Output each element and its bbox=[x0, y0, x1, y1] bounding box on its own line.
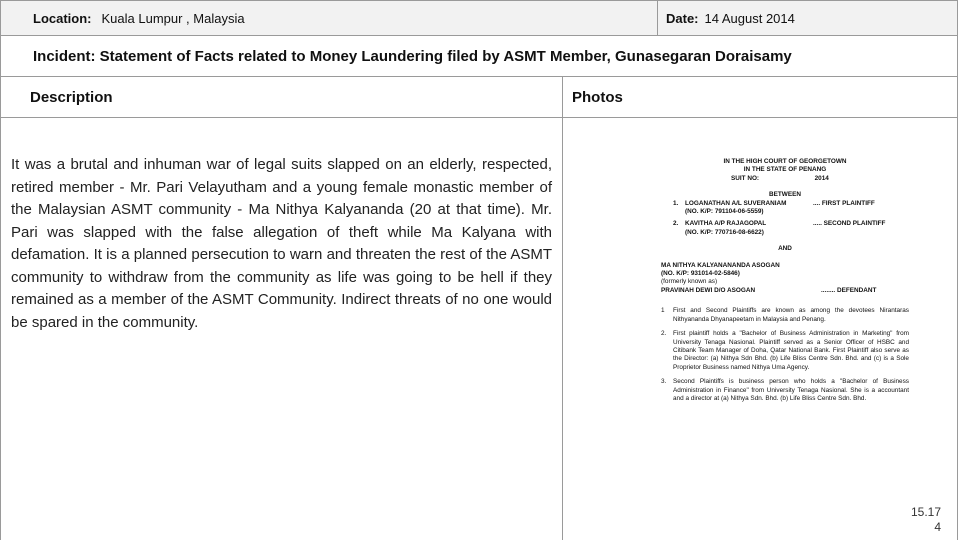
description-header: Description bbox=[1, 77, 563, 117]
photos-cell bbox=[563, 118, 957, 540]
doc-paragraph-3: 3. Second Plaintiffs is business person who holds a "Bachelor of Business Administration in Finance" from University Tenaga Nasional. She is a accountant and a director at (a) Nithya Sdn. Bhd. (b) Life Bliss Centre Sdn. Bhd. bbox=[661, 378, 909, 402]
doc-title-2: IN THE STATE OF PENANG bbox=[743, 166, 827, 174]
doc-defendant-name: MA NITHYA KALYANANANDA ASOGAN bbox=[661, 261, 780, 269]
header-bar bbox=[0, 0, 958, 36]
doc-defendant-id: (NO. K/P: 931014-02-5846) bbox=[661, 270, 740, 278]
doc-suit-label: SUIT NO: bbox=[731, 174, 760, 182]
page-number: 15.17 4 bbox=[910, 505, 941, 534]
doc-and: AND bbox=[778, 245, 792, 253]
date-cell bbox=[658, 1, 957, 35]
doc-plaintiff-2: 2. KAVITHA A/P RAJAGOPAL ..... SECOND PLAINTIFF bbox=[673, 220, 886, 228]
doc-paragraph-1: 1 First and Second Plaintiffs are known as among the devotees Nirantaras Nithyananda Dhyanapeetam in Malaysia and Penang. bbox=[661, 307, 909, 323]
date-value: 14 August 2014 bbox=[704, 10, 795, 26]
doc-plaintiff-1: 1. LOGANATHAN A/L SUVERANIAM .... FIRST PLAINTIFF bbox=[673, 199, 875, 207]
column-headers bbox=[0, 76, 958, 118]
description-cell bbox=[1, 118, 563, 540]
location-label: Location: bbox=[33, 10, 92, 26]
doc-plaintiff-2-id: (NO. K/P: 770716-08-6622) bbox=[685, 228, 764, 236]
content-row bbox=[0, 117, 958, 540]
doc-suit-year: 2014 bbox=[814, 174, 829, 182]
location-value: Kuala Lumpur , Malaysia bbox=[101, 10, 245, 26]
court-document-image bbox=[661, 158, 909, 409]
doc-defendant-aka: (formerly known as) bbox=[661, 278, 718, 286]
doc-title-1: IN THE HIGH COURT OF GEORGETOWN bbox=[723, 158, 847, 165]
doc-plaintiff-1-id: (NO. K/P: 791104-06-5559) bbox=[685, 208, 764, 216]
location-cell bbox=[1, 1, 658, 35]
photos-header: Photos bbox=[572, 88, 623, 106]
date-label: Date: bbox=[666, 10, 699, 26]
incident-title: Incident: Statement of Facts related to Money Laundering filed by ASMT Member, Gunasegaran Doraisamy bbox=[0, 35, 958, 77]
doc-between: BETWEEN bbox=[769, 191, 801, 199]
doc-suit-line bbox=[661, 175, 909, 183]
doc-defendant-line: PRAVINAH DEWI D/O ASOGAN ........ DEFENDANT bbox=[661, 286, 877, 294]
doc-paragraph-2: 2. First plaintiff holds a "Bachelor of Business Administration in Marketing" from University Tenaga Nasional. Plaintiff served as a Senior Officer of HSBC and Citibank Team Manager of Doha, Qatar National Bank. First Plaintiff also serve as the Director: (a) Nithya Sdn Bhd. (b) Life Bliss Centre Sdn. Bhd. and (c) is a Sole Proprietor Business named Nithya Uma Agency. bbox=[661, 330, 909, 371]
description-text: It was a brutal and inhuman war of legal suits slapped on an elderly, respected, retired member - Mr. Pari Velayutham and a young female monastic member of the Malaysian ASMT community - Ma Nithya Kalyananda (20 at that time). Mr. Pari was slapped with the false allegation of theft while Ma Kalyana with defamation. It is a planned persecution to warn and threaten the rest of the ASMT community to withdraw from the community as life was going to be hell if they remained as a member of the ASMT Community. Indirect threats of no one would be spared in the community. bbox=[11, 156, 552, 331]
